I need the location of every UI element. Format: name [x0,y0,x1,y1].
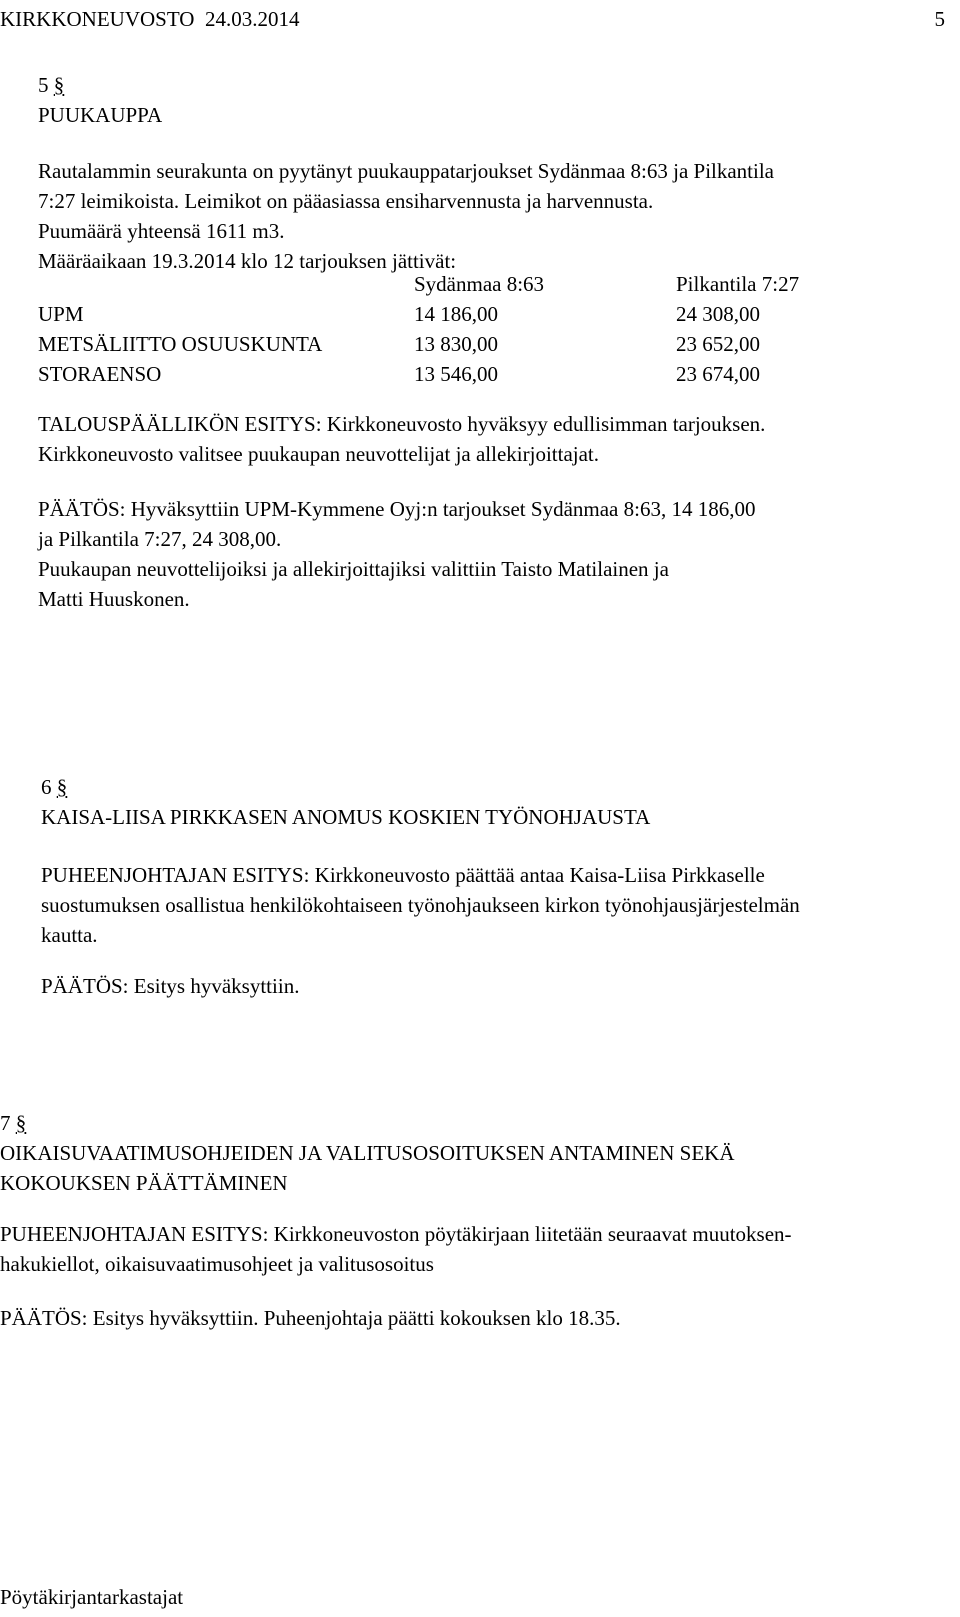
section-7-decision [0,1303,940,1333]
section-5-heading: PUUKAUPPA [38,103,163,127]
section-6-decision [41,971,941,1001]
section-5-proposal [38,409,938,469]
bidder-name: UPM [38,302,84,326]
section-6-proposal [41,860,941,950]
proposal-line: PUHEENJOHTAJAN ESITYS: Kirkkoneuvosto päättää antaa Kaisa-Liisa Pirkkaselle [41,863,765,887]
section-7-proposal [0,1219,940,1279]
column-header-pilkantila: Pilkantila 7:27 [676,272,800,296]
table-row [38,299,938,329]
decision-line: PÄÄTÖS: Esitys hyväksyttiin. [41,974,300,998]
header-title: KIRKKONEUVOSTO 24.03.2014 [0,7,300,31]
bid-table-header [38,269,938,299]
proposal-line: TALOUSPÄÄLLIKÖN ESITYS: Kirkkoneuvosto hyväksyy edullisimman tarjouksen. [38,412,766,436]
page-number: 5 [934,7,945,31]
bid-table [38,269,938,389]
table-row [38,359,938,389]
section-mark: § [53,73,65,97]
bidder-name: STORAENSO [38,362,162,386]
proposal-line: Kirkkoneuvosto valitsee puukaupan neuvottelijat ja allekirjoittajat. [38,442,600,466]
bidder-name: METSÄLIITTO OSUUSKUNTA [38,332,323,356]
intro-line: Rautalammin seurakunta on pyytänyt puukauppatarjoukset Sydänmaa 8:63 ja Pilkantila [38,159,775,183]
section-mark: § [15,1111,27,1135]
section-6-heading: KAISA-LIISA PIRKKASEN ANOMUS KOSKIEN TYÖNOHJAUSTA [41,805,651,829]
decision-line: Matti Huuskonen. [38,587,190,611]
section-mark: § [56,775,68,799]
bid-value: 23 674,00 [676,362,760,386]
bid-value: 24 308,00 [676,302,760,326]
section-7-heading: OIKAISUVAATIMUSOHJEIDEN JA VALITUSOSOITUKSEN ANTAMINEN SEKÄ [0,1141,735,1165]
decision-line: Puukaupan neuvottelijoiksi ja allekirjoittajiksi valittiin Taisto Matilainen ja [38,557,669,581]
section-number: 7 [0,1111,11,1135]
bid-value: 23 652,00 [676,332,760,356]
section-7-heading: KOKOUKSEN PÄÄTTÄMINEN [0,1171,288,1195]
section-number: 5 [38,73,49,97]
intro-line: 7:27 leimikoista. Leimikot on pääasiassa ensiharvennusta ja harvennusta. [38,189,654,213]
proposal-line: PUHEENJOHTAJAN ESITYS: Kirkkoneuvoston pöytäkirjaan liitetään seuraavat muutoksen- [0,1222,792,1246]
section-7 [0,1108,940,1198]
section-6-number [41,772,941,802]
bid-value: 13 830,00 [414,332,498,356]
bid-value: 13 546,00 [414,362,498,386]
section-number: 6 [41,775,52,799]
section-7-number [0,1108,940,1138]
page-header [0,4,945,34]
section-5-number [38,70,938,100]
section-6 [41,772,941,832]
decision-line: PÄÄTÖS: Esitys hyväksyttiin. Puheenjohtaja päätti kokouksen klo 18.35. [0,1306,621,1330]
column-header-sydanmaa: Sydänmaa 8:63 [414,272,545,296]
intro-line: Puumäärä yhteensä 1611 m3. [38,219,285,243]
intro-line: Määräaikaan 19.3.2014 klo 12 tarjouksen jättivät: [38,249,457,273]
decision-line: ja Pilkantila 7:27, 24 308,00. [38,527,282,551]
proposal-line: hakukiellot, oikaisuvaatimusohjeet ja valitusosoitus [0,1252,434,1276]
section-5-intro [38,156,938,276]
bid-value: 14 186,00 [414,302,498,326]
footer-label: Pöytäkirjantarkastajat [0,1585,184,1609]
section-5 [38,70,938,130]
decision-line: PÄÄTÖS: Hyväksyttiin UPM-Kymmene Oyj:n tarjoukset Sydänmaa 8:63, 14 186,00 [38,497,756,521]
proposal-line: suostumuksen osallistua henkilökohtaiseen työnohjaukseen kirkon työnohjausjärjestelmän [41,893,800,917]
table-row [38,329,938,359]
section-5-decision [38,494,938,614]
proposal-line: kautta. [41,923,98,947]
